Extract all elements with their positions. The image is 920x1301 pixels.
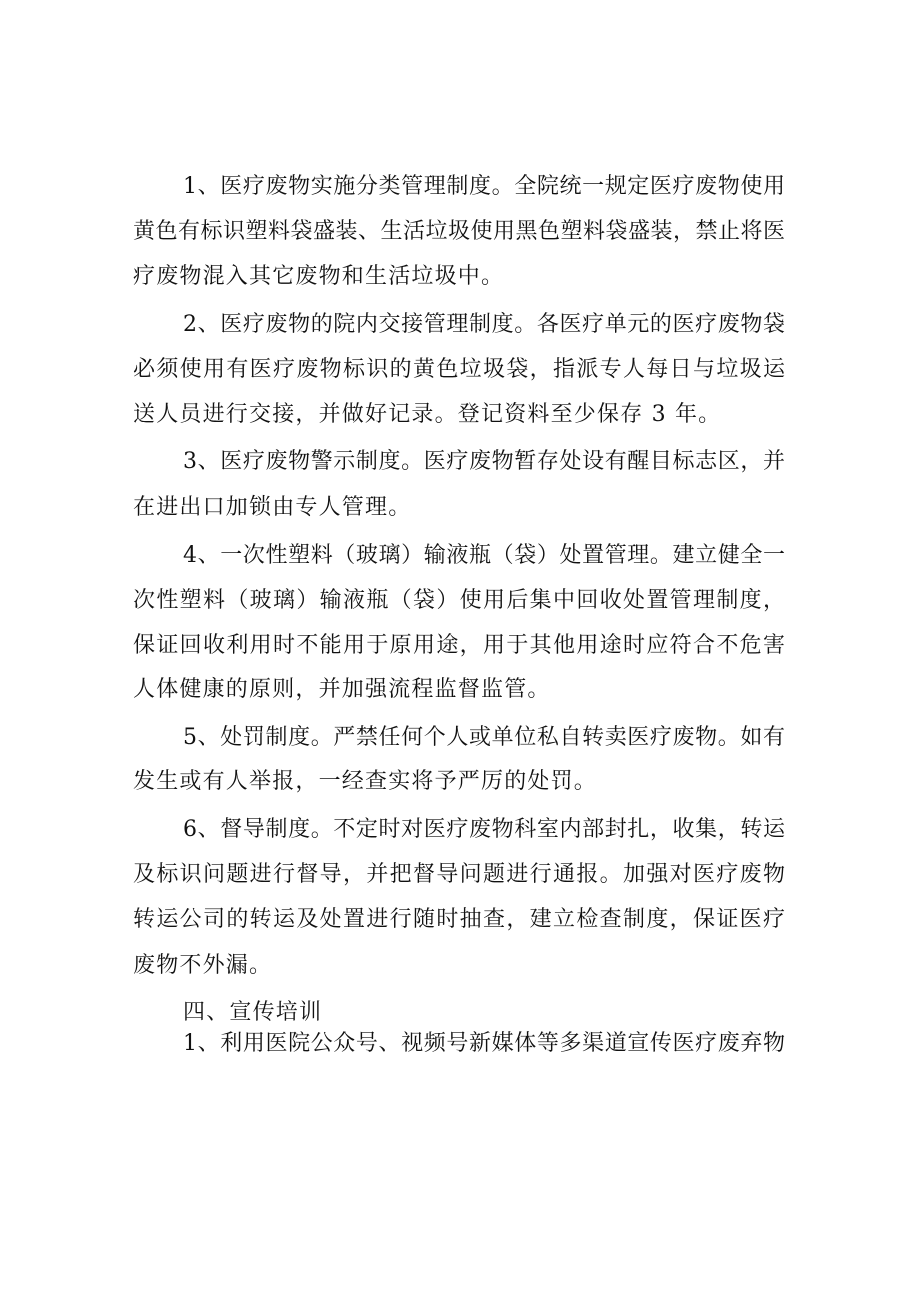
paragraph-6-line-3: 转运公司的转运及处置进行随时抽查，建立检查制度，保证医疗	[133, 907, 785, 932]
paragraph-4-line-4: 人体健康的原则，并加强流程监督监管。	[133, 677, 551, 702]
paragraph-6-line-4: 废物不外漏。	[133, 953, 273, 978]
paragraph-4-line-1: 4、一次性塑料（玻璃）输液瓶（袋）处置管理。建立健全一	[183, 543, 785, 568]
paragraph-5-line-1: 5、处罚制度。严禁任何个人或单位私自转卖医疗废物。如有	[183, 725, 785, 750]
paragraph-6-line-2: 及标识问题进行督导，并把督导问题进行通报。加强对医疗废物	[133, 862, 785, 887]
paragraph-3-line-2: 在进出口加锁由专人管理。	[133, 495, 412, 520]
paragraph-5-line-2: 发生或有人举报，一经查实将予严厉的处罚。	[133, 769, 598, 794]
paragraph-6-line-1: 6、督导制度。不定时对医疗废物科室内部封扎，收集，转运	[183, 817, 785, 842]
paragraph-4-line-2: 次性塑料（玻璃）输液瓶（袋）使用后集中回收处置管理制度，	[133, 588, 785, 613]
paragraph-1-line-2: 黄色有标识塑料袋盛装、生活垃圾使用黑色塑料袋盛装，禁止将医	[133, 219, 785, 244]
paragraph-4-line-3: 保证回收利用时不能用于原用途，用于其他用途时应符合不危害	[133, 633, 785, 658]
paragraph-2-line-2: 必须使用有医疗废物标识的黄色垃圾袋，指派专人每日与垃圾运	[133, 357, 785, 382]
section-paragraph-1-line-1: 1、利用医院公众号、视频号新媒体等多渠道宣传医疗废弃物	[183, 1031, 785, 1056]
paragraph-3-line-1: 3、医疗废物警示制度。医疗废物暂存处设有醒目标志区，并	[183, 449, 785, 474]
paragraph-2-line-1: 2、医疗废物的院内交接管理制度。各医疗单元的医疗废物袋	[183, 312, 785, 337]
section-heading: 四、宣传培训	[183, 1000, 323, 1025]
paragraph-1-line-1: 1、医疗废物实施分类管理制度。全院统一规定医疗废物使用	[183, 174, 785, 199]
paragraph-1-line-3: 疗废物混入其它废物和生活垃圾中。	[133, 264, 505, 289]
paragraph-2-line-3: 送人员进行交接，并做好记录。登记资料至少保存 3 年。	[133, 402, 722, 427]
